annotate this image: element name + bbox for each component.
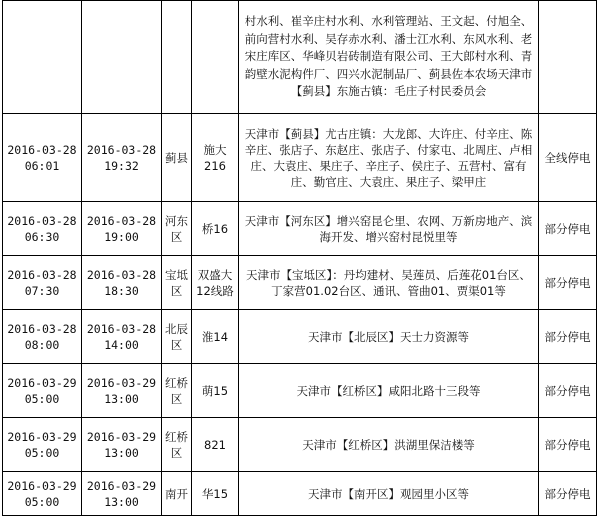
outage-type-cell: 部分停电 xyxy=(539,364,597,418)
area-cell: 天津市【北辰区】天士力资源等 xyxy=(239,310,539,364)
area-cell: 天津市【蓟县】尤古庄镇：大龙郎、大许庄、付辛庄、陈辛庄、张店子、东赵庄、张店子、付家屯、北周庄、卢相庄、大袁庄、果庄子、辛庄子、侯庄子、五营村、富有庄、勤官庄、大袁庄、果庄子、梁甲庄 xyxy=(239,114,539,202)
line-cell: 双盛大12线路 xyxy=(192,256,239,310)
area-cell: 天津市【南开区】观园里小区等 xyxy=(239,472,539,516)
table-row xyxy=(3,202,597,256)
end-time-cell: 2016-03-29 13:00 xyxy=(82,418,162,472)
line-cell: 淮14 xyxy=(192,310,239,364)
table-row xyxy=(3,472,597,516)
end-time-cell: 2016-03-28 18:30 xyxy=(82,256,162,310)
line-cell: 桥16 xyxy=(192,202,239,256)
outage-type-cell: 部分停电 xyxy=(539,256,597,310)
district-cell: 宝坻区 xyxy=(162,256,192,310)
start-time-cell: 2016-03-28 06:30 xyxy=(3,202,82,256)
table-row xyxy=(3,114,597,202)
district-cell xyxy=(162,1,192,114)
district-cell: 红桥区 xyxy=(162,364,192,418)
district-cell: 北辰区 xyxy=(162,310,192,364)
district-cell: 河东区 xyxy=(162,202,192,256)
start-time-cell: 2016-03-28 08:00 xyxy=(3,310,82,364)
district-cell: 蓟县 xyxy=(162,114,192,202)
table-row xyxy=(3,418,597,472)
table-row xyxy=(3,310,597,364)
end-time-cell xyxy=(82,1,162,114)
power-outage-table xyxy=(2,0,597,516)
end-time-cell: 2016-03-29 13:00 xyxy=(82,364,162,418)
outage-type-cell: 全线停电 xyxy=(539,114,597,202)
outage-type-cell: 部分停电 xyxy=(539,202,597,256)
line-cell: 华15 xyxy=(192,472,239,516)
table-row xyxy=(3,256,597,310)
start-time-cell xyxy=(3,1,82,114)
area-cell: 天津市【河东区】增兴窑昆仑里、农网、万新房地产、滨海开发、增兴窑村昆悦里等 xyxy=(239,202,539,256)
end-time-cell: 2016-03-28 19:00 xyxy=(82,202,162,256)
end-time-cell: 2016-03-29 13:00 xyxy=(82,472,162,516)
line-cell: 821 xyxy=(192,418,239,472)
district-cell: 南开 xyxy=(162,472,192,516)
area-cell: 天津市【红桥区】洪湖里保洁楼等 xyxy=(239,418,539,472)
table-row xyxy=(3,364,597,418)
end-time-cell: 2016-03-28 14:00 xyxy=(82,310,162,364)
table-row xyxy=(3,1,597,114)
line-cell: 萌15 xyxy=(192,364,239,418)
district-cell: 红桥区 xyxy=(162,418,192,472)
area-cell: 天津市【宝坻区】：丹均建材、吴莲员、后莲花01台区、丁家营01.02台区、通讯、管曲01、贾渠01等 xyxy=(239,256,539,310)
start-time-cell: 2016-03-28 06:01 xyxy=(3,114,82,202)
start-time-cell: 2016-03-29 05:00 xyxy=(3,364,82,418)
line-cell: 施大216 xyxy=(192,114,239,202)
start-time-cell: 2016-03-28 07:30 xyxy=(3,256,82,310)
area-cell: 天津市【红桥区】咸阳北路十三段等 xyxy=(239,364,539,418)
area-cell: 村水利、崔辛庄村水利、水利管理站、王文起、付旭全、前向营村水利、吴存赤水利、潘士江水利、东风水利、老宋庄库区、华峰贝岩砖制造有限公司、王大郎村水利、青韵壁水泥构件厂、四兴水泥制品厂、蓟县佐本农场天津市【蓟县】东施古镇：毛庄子村民委员会 xyxy=(239,1,539,114)
line-cell xyxy=(192,1,239,114)
outage-type-cell xyxy=(539,1,597,114)
start-time-cell: 2016-03-29 05:00 xyxy=(3,472,82,516)
start-time-cell: 2016-03-29 05:00 xyxy=(3,418,82,472)
outage-type-cell: 部分停电 xyxy=(539,418,597,472)
outage-type-cell: 部分停电 xyxy=(539,472,597,516)
outage-type-cell: 部分停电 xyxy=(539,310,597,364)
end-time-cell: 2016-03-28 19:32 xyxy=(82,114,162,202)
